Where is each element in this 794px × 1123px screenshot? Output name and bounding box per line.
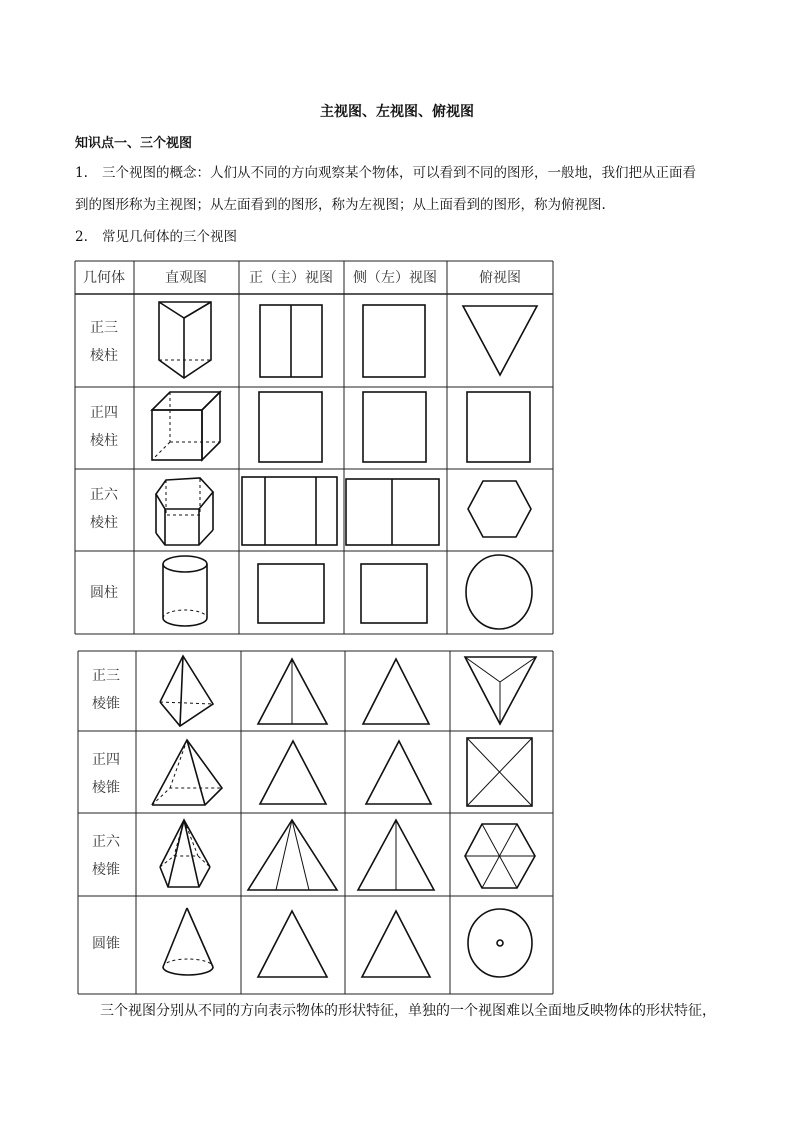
hexagonal-prism-top-view <box>468 481 531 537</box>
row-label: 棱锥 <box>92 780 120 796</box>
section-heading: 知识点一、三个视图 <box>75 136 193 151</box>
page-title: 主视图、左视图、俯视图 <box>320 104 474 120</box>
hexagonal-pyramid-side-view <box>358 820 434 890</box>
header-geometry: 几何体 <box>83 270 125 286</box>
item-1-line-2: 到的图形称为主视图；从左面看到的图形，称为左视图；从上面看到的图形，称为俯视图. <box>75 197 606 213</box>
triangular-pyramid-side-view <box>363 659 429 724</box>
triangular-pyramid-drawing <box>160 656 213 726</box>
square-pyramid-top-view <box>467 738 532 806</box>
cylinder-drawing <box>163 556 207 626</box>
row-label: 正三 <box>92 668 120 684</box>
item-number: 1. <box>75 165 88 181</box>
square-prism-drawing <box>152 392 220 460</box>
header-side-view: 侧（左）视图 <box>353 270 437 286</box>
square-pyramid-front-view <box>260 741 326 804</box>
square-pyramid-drawing <box>152 740 222 805</box>
item-2-text: 常见几何体的三个视图 <box>102 229 237 245</box>
hexagonal-prism-drawing <box>156 478 213 545</box>
square-prism-front-view <box>259 392 322 462</box>
square-prism-side-view <box>363 392 426 462</box>
cone-top-view <box>468 909 532 977</box>
row-label: 棱锥 <box>92 696 120 712</box>
row-label: 正六 <box>92 834 120 850</box>
cylinder-side-view <box>361 564 427 623</box>
square-prism-top-view <box>467 392 530 462</box>
triangular-prism-side-view <box>363 305 425 377</box>
row-label: 棱锥 <box>92 862 120 878</box>
hexagonal-prism-side-view <box>346 479 439 545</box>
header-front-view: 正（主）视图 <box>249 270 333 286</box>
row-label: 棱柱 <box>90 515 118 531</box>
cone-side-view <box>362 911 430 977</box>
row-label: 正六 <box>90 487 118 503</box>
triangular-pyramid-front-view <box>258 659 327 724</box>
apex-dot <box>497 940 503 946</box>
row-label: 正四 <box>90 405 118 421</box>
row-label: 棱柱 <box>90 433 118 449</box>
row-label: 棱柱 <box>90 348 118 364</box>
hexagonal-pyramid-front-view <box>248 820 337 890</box>
hexagonal-pyramid-top-view <box>465 824 535 888</box>
header-top-view: 俯视图 <box>479 270 521 286</box>
item-number: 2. <box>75 229 88 245</box>
cone-front-view <box>258 911 327 977</box>
cylinder-top-view <box>466 555 532 629</box>
triangular-prism-front-view <box>260 305 322 377</box>
hexagonal-prism-front-view <box>242 477 337 545</box>
row-label: 正四 <box>92 752 120 768</box>
cylinder-front-view <box>258 564 324 623</box>
closing-paragraph: 三个视图分别从不同的方向表示物体的形状特征，单独的一个视图难以全面地反映物体的形状特征， <box>100 1003 716 1019</box>
row-label: 正三 <box>90 320 118 336</box>
item-1-line-1: 三个视图的概念：人们从不同的方向观察某个物体，可以看到不同的图形，一般地，我们把从正面看 <box>102 165 696 181</box>
row-label: 圆柱 <box>90 585 118 601</box>
header-intuitive: 直观图 <box>165 270 207 286</box>
table-grid-top <box>75 261 553 634</box>
hexagonal-pyramid-drawing <box>160 820 210 887</box>
triangular-prism-drawing <box>159 302 211 378</box>
row-label: 圆锥 <box>92 936 120 952</box>
cone-drawing <box>163 908 213 975</box>
triangular-prism-top-view <box>463 306 537 375</box>
triangular-pyramid-top-view <box>465 657 536 724</box>
square-pyramid-side-view <box>366 741 431 804</box>
